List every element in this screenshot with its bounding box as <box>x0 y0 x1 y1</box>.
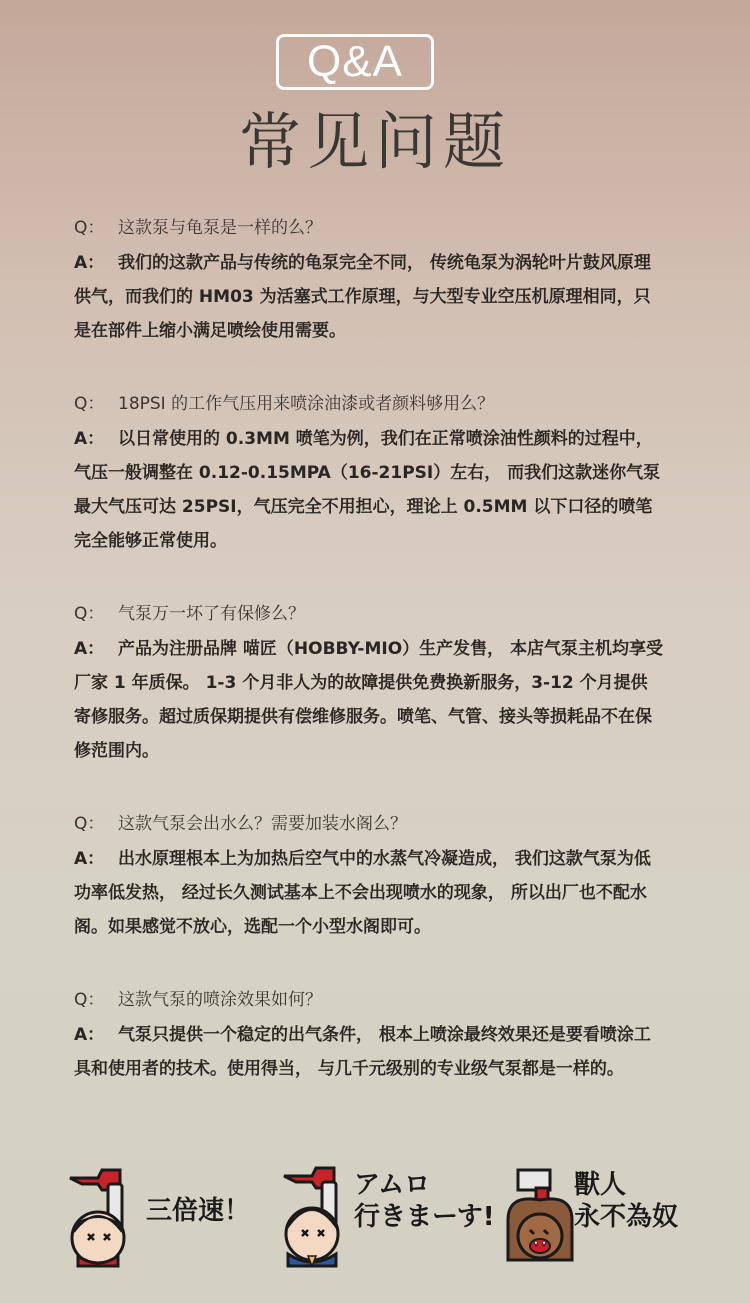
answer-text: 产品为注册品牌 喵匠（HOBBY-MIO）生产发售， 本店气泵主机均享受厂家 1 年质保。 1-3 个月非人为的故障提供免费换新服务，3-12 个月提供寄修服务。超过质保期提供有偿维修服务。喷笔、气管、接头等损耗品不在保修范围内。 <box>74 639 664 761</box>
question-prefix: Q： <box>74 218 105 238</box>
answer-prefix: A： <box>74 1025 105 1045</box>
badge-caption-line-1: 獸人 <box>574 1170 627 1200</box>
wrench-mascot-icon <box>58 1160 138 1270</box>
question-prefix: Q： <box>74 394 105 414</box>
faq-item <box>74 210 664 348</box>
mascot-badge <box>58 1160 258 1270</box>
page-title: 常见问题 <box>238 105 511 178</box>
badge-caption: 三倍速！ <box>146 1196 251 1226</box>
answer-prefix: A： <box>74 849 105 869</box>
question-prefix: Q： <box>74 990 105 1010</box>
mascot-badge <box>274 1160 494 1270</box>
answer-prefix: A： <box>74 639 105 659</box>
answer-text: 我们的这款产品与传统的龟泵完全不同， 传统龟泵为涡轮叶片鼓风原理供气，而我们的 HM03 为活塞式工作原理，与大型专业空压机原理相同，只是在部件上缩小满足喷绘使用需要。 <box>74 253 651 341</box>
answer-prefix: A： <box>74 429 105 449</box>
question-prefix: Q： <box>74 604 105 624</box>
question-prefix: Q： <box>74 814 105 834</box>
faq-item <box>74 806 664 944</box>
faq-item <box>74 596 664 768</box>
question-text: 这款气泵会出水么？需要加装水阁么？ <box>118 814 407 834</box>
answer-text: 以日常使用的 0.3MM 喷笔为例，我们在正常喷涂油性颜料的过程中， 气压一般调整在 0.12-0.15MPA（16-21PSI）左右， 而我们这款迷你气泵最大气压可达 25PSI，气压完全不用担心，理论上 0.5MM 以下口径的喷笔完全能够正常使用。 <box>74 429 661 551</box>
faq-list <box>74 210 664 1124</box>
qa-badge: Q&A <box>276 34 434 90</box>
hammer-mascot-icon <box>500 1160 580 1270</box>
question-text: 气泵万一坏了有保修么？ <box>118 604 305 624</box>
answer-text: 气泵只提供一个稳定的出气条件， 根本上喷涂最终效果还是要看喷涂工具和使用者的技术。使用得当， 与几千元级别的专业级气泵都是一样的。 <box>74 1025 651 1079</box>
faq-item <box>74 386 664 558</box>
answer-text: 出水原理根本上为加热后空气中的水蒸气冷凝造成， 我们这款气泵为低功率低发热， 经过长久测试基本上不会出现喷水的现象， 所以出厂也不配水阁。如果感觉不放心，选配一个小型水阁即可。 <box>74 849 651 937</box>
mascot-badge <box>500 1160 698 1270</box>
badge-caption-line-1: アムロ <box>354 1170 431 1200</box>
faq-item <box>74 982 664 1086</box>
answer-prefix: A： <box>74 253 105 273</box>
badge-caption-line-2: 行きまーす! <box>354 1202 495 1232</box>
badge-caption-line-2: 永不為奴 <box>574 1202 679 1232</box>
question-text: 这款泵与龟泵是一样的么？ <box>118 218 322 238</box>
question-text: 18PSI 的工作气压用来喷涂油漆或者颜料够用么？ <box>118 394 495 414</box>
wrench-mascot-blue-icon <box>274 1160 354 1270</box>
question-text: 这款气泵的喷涂效果如何？ <box>118 990 322 1010</box>
mascot-badge-row <box>58 1160 698 1270</box>
